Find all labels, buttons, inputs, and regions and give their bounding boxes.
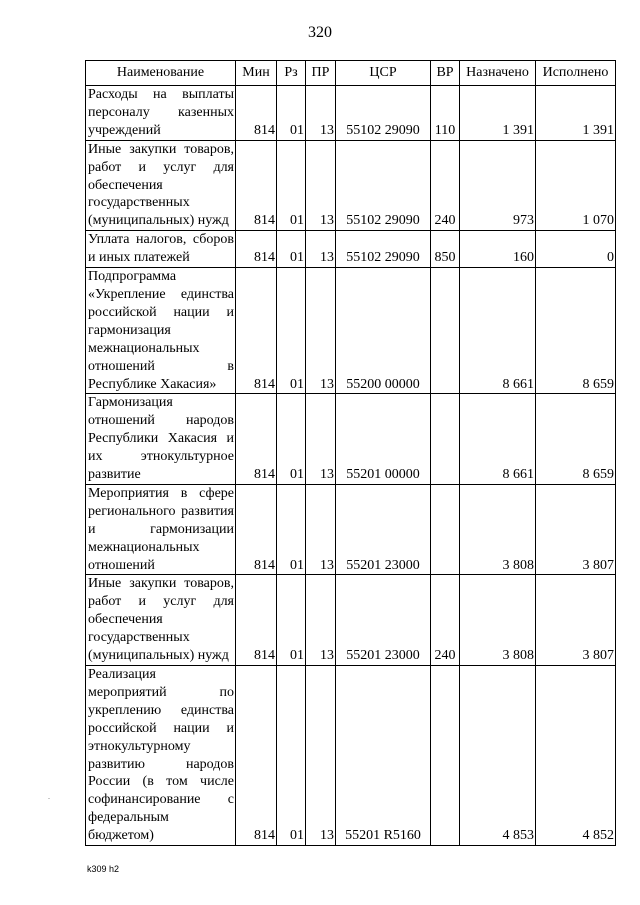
row-vr: 240 <box>431 575 460 666</box>
row-executed: 4 852 <box>536 666 616 846</box>
header-row <box>86 61 616 86</box>
row-rz: 01 <box>277 394 306 485</box>
row-executed: 3 807 <box>536 575 616 666</box>
row-min: 814 <box>236 231 277 268</box>
row-rz: 01 <box>277 86 306 141</box>
row-pr: 13 <box>306 575 336 666</box>
row-min: 814 <box>236 140 277 231</box>
row-vr <box>431 484 460 575</box>
row-pr: 13 <box>306 666 336 846</box>
table-row <box>86 231 616 268</box>
row-csr: 55200 00000 <box>336 268 431 394</box>
header-executed: Исполнено <box>536 61 616 86</box>
row-rz: 01 <box>277 484 306 575</box>
row-assigned: 3 808 <box>460 575 536 666</box>
header-assigned: Назначено <box>460 61 536 86</box>
row-vr <box>431 268 460 394</box>
row-csr: 55201 00000 <box>336 394 431 485</box>
row-rz: 01 <box>277 666 306 846</box>
table-row <box>86 484 616 575</box>
row-assigned: 3 808 <box>460 484 536 575</box>
row-assigned: 1 391 <box>460 86 536 141</box>
header-pr: ПР <box>306 61 336 86</box>
row-name: Гармонизация отношений народов Республики Хакасия и их этнокультурное развитие <box>86 394 236 485</box>
row-pr: 13 <box>306 140 336 231</box>
row-vr <box>431 666 460 846</box>
row-csr: 55102 29090 <box>336 140 431 231</box>
row-csr: 55201 R5160 <box>336 666 431 846</box>
header-csr: ЦСР <box>336 61 431 86</box>
budget-table <box>85 60 616 846</box>
row-csr: 55201 23000 <box>336 484 431 575</box>
row-assigned: 160 <box>460 231 536 268</box>
row-name: Подпрограмма «Укрепление единства российской нации и гармонизация межнациональных отношений в Республике Хакасия» <box>86 268 236 394</box>
row-min: 814 <box>236 86 277 141</box>
row-name: Расходы на выплаты персоналу казенных учреждений <box>86 86 236 141</box>
row-pr: 13 <box>306 86 336 141</box>
header-rz: Рз <box>277 61 306 86</box>
footer-code: k309 h2 <box>87 864 120 874</box>
row-name: Реализация мероприятий по укреплению единства российской нации и этнокультурному развитию народов России (в том числе софинансирование с федеральным бюджетом) <box>86 666 236 846</box>
row-assigned: 4 853 <box>460 666 536 846</box>
row-csr: 55102 29090 <box>336 231 431 268</box>
row-executed: 1 391 <box>536 86 616 141</box>
row-min: 814 <box>236 394 277 485</box>
row-name: Уплата налогов, сборов и иных платежей <box>86 231 236 268</box>
row-vr: 850 <box>431 231 460 268</box>
row-pr: 13 <box>306 484 336 575</box>
row-min: 814 <box>236 575 277 666</box>
row-assigned: 973 <box>460 140 536 231</box>
row-rz: 01 <box>277 231 306 268</box>
row-executed: 1 070 <box>536 140 616 231</box>
header-min: Мин <box>236 61 277 86</box>
row-min: 814 <box>236 268 277 394</box>
table-row <box>86 268 616 394</box>
row-name: Иные закупки товаров, работ и услуг для обеспечения государственных (муниципальных) нужд <box>86 575 236 666</box>
margin-mark: . <box>48 792 50 801</box>
row-pr: 13 <box>306 268 336 394</box>
row-csr: 55201 23000 <box>336 575 431 666</box>
row-executed: 8 659 <box>536 268 616 394</box>
row-min: 814 <box>236 484 277 575</box>
row-csr: 55102 29090 <box>336 86 431 141</box>
page-number: 320 <box>308 24 332 41</box>
header-name: Наименование <box>86 61 236 86</box>
table-row <box>86 140 616 231</box>
row-rz: 01 <box>277 140 306 231</box>
row-assigned: 8 661 <box>460 394 536 485</box>
row-vr: 110 <box>431 86 460 141</box>
row-executed: 8 659 <box>536 394 616 485</box>
row-executed: 3 807 <box>536 484 616 575</box>
row-vr: 240 <box>431 140 460 231</box>
table-row <box>86 86 616 141</box>
table-row <box>86 666 616 846</box>
header-vr: ВР <box>431 61 460 86</box>
row-vr <box>431 394 460 485</box>
table-row <box>86 394 616 485</box>
row-min: 814 <box>236 666 277 846</box>
table-row <box>86 575 616 666</box>
row-rz: 01 <box>277 575 306 666</box>
row-assigned: 8 661 <box>460 268 536 394</box>
row-rz: 01 <box>277 268 306 394</box>
row-pr: 13 <box>306 231 336 268</box>
row-executed: 0 <box>536 231 616 268</box>
row-pr: 13 <box>306 394 336 485</box>
row-name: Мероприятия в сфере регионального развития и гармонизации межнациональных отношений <box>86 484 236 575</box>
row-name: Иные закупки товаров, работ и услуг для обеспечения государственных (муниципальных) нужд <box>86 140 236 231</box>
